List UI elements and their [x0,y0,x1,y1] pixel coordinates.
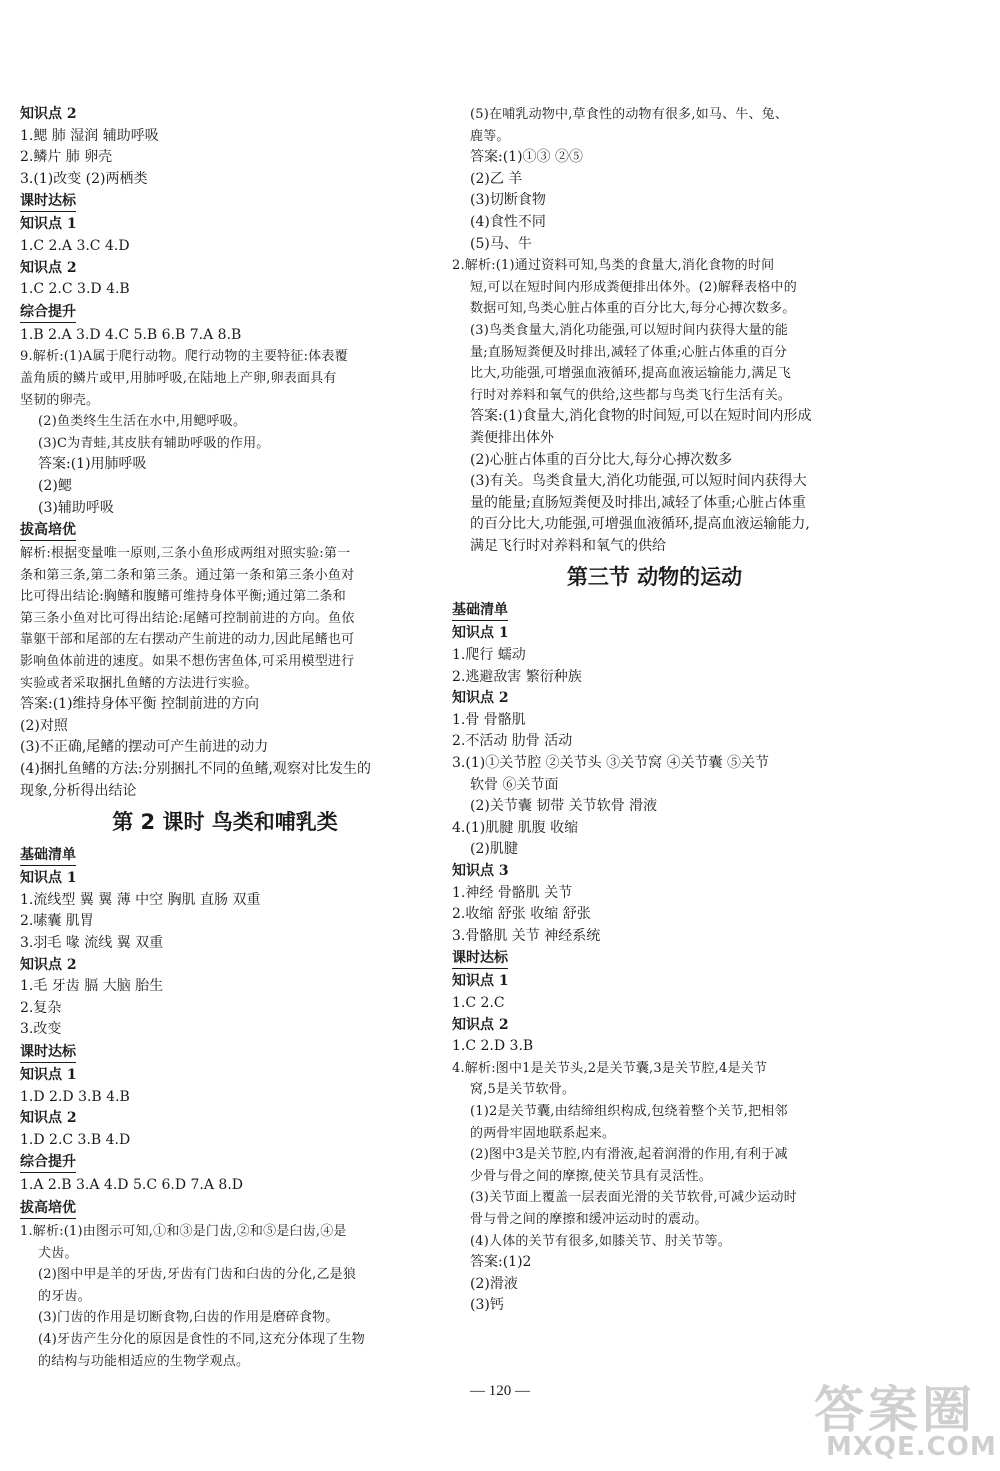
text-line: (3)不正确,尾鳍的摆动可产生前进的动力 [20,739,269,756]
text-line: (3)关节面上覆盖一层表面光滑的关节软骨,可减少运动时 [470,1190,797,1206]
text-line: 现象,分析得出结论 [20,782,137,799]
text-line: 9.解析:(1)A属于爬行动物。爬行动物的主要特征:体表覆 [20,349,348,365]
text-line: 3.骨骼肌 关节 神经系统 [452,927,601,944]
text-line: 比大,功能强,可增强血液循环,提高血液运输能力,满足飞 [470,366,791,382]
text-line: 1.神经 骨骼肌 关节 [452,884,573,901]
text-line: (2)乙 羊 [470,170,523,187]
text-line: (4)捆扎鱼鳍的方法:分别捆扎不同的鱼鳍,观察对比发生的 [20,761,371,778]
text-line: 软骨 ⑥关节面 [470,776,559,793]
text-line: 鹿等。 [470,128,510,144]
section-header: 基础清单 [452,601,508,621]
text-line: 2.鳞片 肺 卵壳 [20,149,113,166]
text-line: 满足飞行时对养料和氧气的供给 [470,537,666,554]
text-line: 影响鱼体前进的速度。如果不想伤害鱼体,可采用模型进行 [20,654,355,670]
section-header: 课时达标 [20,192,76,212]
text-line: 3.羽毛 喙 流线 翼 双重 [20,935,164,951]
text-line: 犬齿。 [38,1245,78,1261]
text-line: 1.C 2.A 3.C 4.D [20,237,130,254]
text-line: 4.(1)肌腱 肌腹 收缩 [452,819,579,836]
text-line: 1.C 2.C [452,994,505,1011]
knowledge-point-heading: 知识点 2 [20,1110,77,1127]
text-line: 1.D 2.C 3.B 4.D [20,1131,131,1148]
text-line: 4.解析:图中1是关节头,2是关节囊,3是关节腔,4是关节 [452,1060,768,1076]
knowledge-point-heading: 知识点 1 [20,870,77,887]
watermark-url: MXQE.COM [826,1432,997,1462]
text-line: 坚韧的卵壳。 [20,392,100,408]
text-line: (2)肌腱 [470,841,518,858]
text-line: 量的能量;直肠短粪便及时排出,减轻了体重;心脏占体重 [470,494,806,511]
text-line: 1.C 2.C 3.D 4.B [20,281,130,298]
text-line: (2)对照 [20,717,68,734]
text-line: 2.复杂 [20,999,62,1016]
knowledge-point-heading: 知识点 1 [452,625,509,642]
text-line: 3.(1)①关节腔 ②关节头 ③关节窝 ④关节囊 ⑤关节 [452,755,769,772]
knowledge-point-heading: 知识点 2 [452,690,509,707]
section-wrapper [20,1041,430,1065]
section-header: 综合提升 [20,1153,76,1173]
knowledge-point-heading: 知识点 1 [452,973,509,990]
knowledge-point-heading: 知识点 2 [20,106,77,122]
text-line: 短,可以在短时间内形成粪便排出体外。(2)解释表格中的 [470,279,797,295]
text-line: 答案:(1)①③ ②⑤ [470,149,583,166]
text-line: 2.逃避敌害 繁衍种族 [452,668,582,685]
section-header: 基础清单 [20,846,76,866]
text-line: 1.流线型 翼 翼 薄 中空 胸肌 直肠 双重 [20,891,261,908]
text-line: (3)切断食物 [470,192,546,209]
text-line: 的两骨牢固地联系起来。 [470,1125,616,1141]
text-line: 盖角质的鳞片或甲,用肺呼吸,在陆地上产卵,卵表面具有 [20,370,337,386]
text-line: (3)C为青蛙,其皮肤有辅助呼吸的作用。 [38,435,270,451]
text-line: (1)2是关节囊,由结缔组织构成,包绕着整个关节,把相邻 [470,1103,788,1119]
text-line: (3)门齿的作用是切断食物,臼齿的作用是磨碎食物。 [38,1310,339,1326]
lesson-title: 第三节 动物的运动 [566,565,743,590]
knowledge-point-heading: 知识点 2 [20,259,77,276]
watermark-logo [770,1368,997,1468]
text-line: 答案:(1)用肺呼吸 [38,456,147,473]
text-line: 的牙齿。 [38,1288,91,1304]
text-line: (3)有关。鸟类食量大,消化功能强,可以短时间内获得大 [470,473,807,490]
text-line: (4)牙齿产生分化的原因是食性的不同,这充分体现了生物 [38,1331,365,1347]
text-line: (2)图中3是关节腔,内有滑液,起着润滑的作用,有利于减 [470,1147,788,1163]
text-line: 2.解析:(1)通过资料可知,鸟类的食量大,消化食物的时间 [452,258,775,274]
text-line: 1.D 2.D 3.B 4.B [20,1088,130,1105]
left-column [20,104,430,1372]
text-line: (2)鳃 [38,477,72,494]
text-line: 粪便排出体外 [470,429,554,446]
text-line: 条和第三条,第二条和第三条。通过第一条和第三条小鱼对 [20,567,355,583]
text-line: 1.爬行 蠕动 [452,647,526,664]
text-line: 1.毛 牙齿 膈 大脑 胎生 [20,978,164,995]
text-line: 解析:根据变量唯一原则,三条小鱼形成两组对照实验:第一 [20,546,351,562]
text-line: 2.不活动 肋骨 活动 [452,733,573,750]
text-line: 靠躯干部和尾部的左右摆动产生前进的动力,因此尾鳍也可 [20,632,355,648]
text-line: 1.鳃 肺 湿润 辅助呼吸 [20,127,159,144]
text-line: (2)滑液 [470,1275,518,1292]
section-wrapper [20,519,430,543]
page-number: — 120 — [470,1383,530,1399]
section-wrapper [452,947,857,971]
text-line: 答案:(1)维持身体平衡 控制前进的方向 [20,696,259,713]
text-line: 3.改变 [20,1021,62,1038]
text-line: (2)图中甲是羊的牙齿,牙齿有门齿和臼齿的分化,乙是狼 [38,1267,357,1283]
text-line: 2.收缩 舒张 收缩 舒张 [452,906,591,923]
section-header: 课时达标 [452,949,508,969]
section-header: 课时达标 [20,1043,76,1063]
text-line: 比可得出结论:胸鳍和腹鳍可维持身体平衡;通过第二条和 [20,589,346,605]
knowledge-point-heading: 知识点 3 [452,863,509,879]
section-wrapper [452,599,857,623]
section-header: 综合提升 [20,303,76,323]
text-line: (3)鸟类食量大,消化功能强,可以短时间内获得大量的能 [470,322,789,338]
text-line: (2)关节囊 韧带 关节软骨 滑液 [470,798,658,815]
text-line: 1.C 2.D 3.B [452,1038,534,1055]
text-line: 数据可知,鸟类心脏占体重的百分比大,每分心搏次数多。 [470,301,796,317]
section-header: 拔高培优 [20,521,76,541]
text-line: 答案:(1)食量大,消化食物的时间短,可以在短时间内形成 [470,408,812,425]
text-line: 少骨与骨之间的摩擦,使关节具有灵活性。 [470,1168,712,1184]
text-line: 窝,5是关节软骨。 [470,1082,576,1098]
text-line: (2)心脏占体重的百分比大,每分心搏次数多 [470,451,733,468]
text-line: 的结构与功能相适应的生物学观点。 [38,1353,250,1369]
text-line: 实验或者采取捆扎鱼鳍的方法进行实验。 [20,675,258,691]
section-wrapper [20,301,430,325]
text-line: (3)辅助呼吸 [38,499,114,516]
knowledge-point-heading: 知识点 1 [20,216,77,233]
text-line: 1.解析:(1)由图示可知,①和③是门齿,②和⑤是臼齿,④是 [20,1223,347,1239]
knowledge-point-heading: 知识点 2 [20,956,77,973]
text-line: 行时对养料和氧气的供给,这些都与鸟类飞行生活有关。 [470,387,792,403]
knowledge-point-heading: 知识点 1 [20,1066,77,1083]
text-line: (4)食性不同 [470,213,546,230]
text-line: 2.嗉囊 肌胃 [20,913,94,930]
watermark-text: 答案圈 [814,1381,976,1439]
text-line: 1.骨 骨骼肌 [452,711,526,728]
text-line: (2)鱼类终生生活在水中,用鳃呼吸。 [38,414,247,430]
section-wrapper [20,1151,430,1175]
section-header: 拔高培优 [20,1199,76,1219]
text-line: 1.A 2.B 3.A 4.D 5.C 6.D 7.A 8.D [20,1177,244,1194]
text-line: (4)人体的关节有很多,如膝关节、肘关节等。 [470,1233,731,1249]
text-line: 3.(1)改变 (2)两栖类 [20,170,148,187]
text-line: (5)马、牛 [470,235,532,252]
text-line: 1.B 2.A 3.D 4.C 5.B 6.B 7.A 8.B [20,326,242,343]
text-line: 第三条小鱼对比可得出结论:尾鳍可控制前进的方向。鱼依 [20,610,355,626]
text-line: (5)在哺乳动物中,草食性的动物有很多,如马、牛、兔、 [470,107,789,122]
right-column [452,104,857,1317]
text-line: 骨与骨之间的摩擦和缓冲运动时的震动。 [470,1211,708,1227]
text-line: 量;直肠短粪便及时排出,减轻了体重;心脏占体重的百分 [470,344,788,360]
text-line: 答案:(1)2 [470,1254,532,1271]
knowledge-point-heading: 知识点 2 [452,1016,509,1033]
lesson-title: 第 2 课时 鸟类和哺乳类 [112,810,338,835]
text-line: 的百分比大,功能强,可增强血液循环,提高血液运输能力, [470,516,810,533]
section-wrapper [20,190,430,214]
text-line: (3)钙 [470,1297,504,1314]
section-wrapper [20,844,430,868]
section-wrapper [20,1197,430,1221]
